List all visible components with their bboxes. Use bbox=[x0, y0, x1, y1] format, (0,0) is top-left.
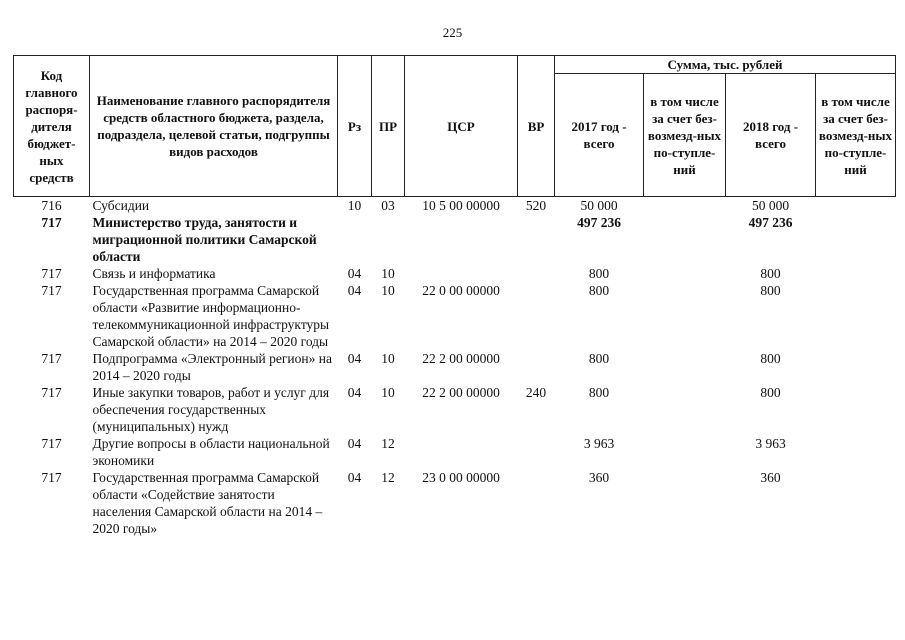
cell-2017-total: 800 bbox=[588, 283, 610, 298]
cell-pr: 10 bbox=[381, 283, 395, 298]
cell-2017-free bbox=[644, 350, 726, 384]
cell-vr bbox=[518, 435, 555, 469]
cell-name: Министерство труда, занятости и миграционной политики Самарской области bbox=[92, 215, 317, 264]
cell-2017-total: 3 963 bbox=[583, 436, 615, 451]
cell-csr bbox=[405, 265, 518, 282]
cell-2018-free bbox=[816, 282, 896, 350]
cell-2017-free bbox=[644, 435, 726, 469]
table-row bbox=[14, 197, 896, 215]
cell-name: Государственная программа Самарской области «Содействие занятости населения Самарской области на 2014 – 2020 годы» bbox=[92, 470, 323, 536]
cell-code: 717 bbox=[41, 385, 62, 400]
cell-vr bbox=[518, 265, 555, 282]
cell-csr: 22 0 00 00000 bbox=[422, 283, 500, 298]
page-number: 225 bbox=[442, 25, 463, 40]
header-2017-free: в том числе за счет без-возмезд-ных по-ступле-ний bbox=[644, 74, 726, 197]
cell-2018-free bbox=[816, 469, 896, 537]
cell-rz bbox=[338, 214, 372, 265]
header-rz: Рз bbox=[338, 56, 372, 197]
cell-code: 717 bbox=[41, 266, 62, 281]
cell-name: Государственная программа Самарской области «Развитие информационно-телекоммуникационной инфраструктуры Самарской области» на 2014 – 2020 годы bbox=[92, 283, 330, 349]
table-row bbox=[14, 435, 896, 469]
cell-2017-total: 497 236 bbox=[577, 215, 621, 230]
cell-2018-total: 497 236 bbox=[748, 215, 793, 230]
cell-2018-total: 3 963 bbox=[755, 436, 786, 451]
cell-rz: 04 bbox=[347, 351, 362, 366]
cell-name: Подпрограмма «Электронный регион» на 2014 – 2020 годы bbox=[92, 351, 332, 383]
cell-csr: 22 2 00 00000 bbox=[422, 385, 500, 400]
cell-csr: 23 0 00 00000 bbox=[422, 470, 500, 485]
budget-table bbox=[13, 55, 896, 537]
cell-2018-free bbox=[816, 197, 896, 215]
cell-2018-free bbox=[816, 435, 896, 469]
table-row bbox=[14, 265, 896, 282]
cell-2018-free bbox=[816, 350, 896, 384]
table-row bbox=[14, 384, 896, 435]
cell-2018-free bbox=[816, 214, 896, 265]
cell-pr: 03 bbox=[381, 198, 395, 213]
header-sum-group: Сумма, тыс. рублей bbox=[555, 56, 896, 74]
cell-vr: 240 bbox=[525, 385, 547, 400]
cell-2017-total: 800 bbox=[588, 266, 610, 281]
cell-vr: 520 bbox=[525, 198, 547, 213]
table-row bbox=[14, 214, 896, 265]
cell-2017-free bbox=[644, 469, 726, 537]
cell-code: 717 bbox=[41, 215, 62, 230]
cell-2017-total: 360 bbox=[588, 470, 610, 485]
cell-2018-free bbox=[816, 265, 896, 282]
cell-rz: 10 bbox=[347, 198, 362, 213]
cell-2017-total: 50 000 bbox=[580, 198, 618, 213]
cell-code: 717 bbox=[41, 283, 62, 298]
cell-rz: 04 bbox=[347, 266, 362, 281]
header-2018-total: 2018 год - всего bbox=[726, 74, 816, 197]
cell-csr: 22 2 00 00000 bbox=[422, 351, 500, 366]
table-row bbox=[14, 350, 896, 384]
cell-2018-total: 360 bbox=[760, 470, 781, 485]
cell-rz: 04 bbox=[347, 470, 362, 485]
cell-pr bbox=[372, 214, 405, 265]
cell-2017-free bbox=[644, 214, 726, 265]
cell-2018-total: 800 bbox=[760, 266, 781, 281]
cell-2017-free bbox=[644, 265, 726, 282]
cell-2018-free bbox=[816, 384, 896, 435]
cell-code: 717 bbox=[41, 470, 62, 485]
cell-2017-free bbox=[644, 197, 726, 215]
cell-name: Другие вопросы в области национальной экономики bbox=[92, 436, 330, 468]
cell-pr: 12 bbox=[381, 470, 395, 485]
cell-2018-total: 800 bbox=[760, 283, 781, 298]
cell-code: 717 bbox=[41, 436, 62, 451]
cell-vr bbox=[518, 350, 555, 384]
header-pr: ПР bbox=[372, 56, 405, 197]
cell-name: Иные закупки товаров, работ и услуг для обеспечения государственных (муниципальных) нужд bbox=[92, 385, 330, 434]
cell-vr bbox=[518, 469, 555, 537]
cell-code: 717 bbox=[41, 351, 62, 366]
cell-rz: 04 bbox=[347, 436, 362, 451]
header-2018-free: в том числе за счет без-возмезд-ных по-ступле-ний bbox=[816, 74, 896, 197]
cell-csr: 10 5 00 00000 bbox=[422, 198, 500, 213]
table-row bbox=[14, 469, 896, 537]
cell-rz: 04 bbox=[347, 283, 362, 298]
cell-pr: 12 bbox=[381, 436, 395, 451]
cell-csr bbox=[405, 435, 518, 469]
cell-name: Связь и информатика bbox=[92, 266, 216, 281]
cell-code: 716 bbox=[41, 198, 62, 213]
cell-pr: 10 bbox=[381, 351, 395, 366]
header-2017-total: 2017 год - всего bbox=[555, 74, 644, 197]
cell-2017-total: 800 bbox=[588, 351, 610, 366]
cell-pr: 10 bbox=[381, 266, 395, 281]
table-row bbox=[14, 282, 896, 350]
cell-csr bbox=[405, 214, 518, 265]
cell-rz: 04 bbox=[347, 385, 362, 400]
cell-2018-total: 800 bbox=[760, 351, 781, 366]
header-vr: ВР bbox=[518, 56, 555, 197]
cell-pr: 10 bbox=[381, 385, 395, 400]
cell-name: Субсидии bbox=[92, 198, 150, 213]
cell-2018-total: 50 000 bbox=[751, 198, 790, 213]
cell-2017-free bbox=[644, 384, 726, 435]
cell-vr bbox=[518, 282, 555, 350]
cell-2018-total: 800 bbox=[760, 385, 781, 400]
cell-2017-total: 800 bbox=[588, 385, 610, 400]
header-name: Наименование главного распорядителя средств областного бюджета, раздела, подраздела, целевой статьи, подгруппы видов расходов bbox=[90, 56, 338, 197]
header-csr: ЦСР bbox=[405, 56, 518, 197]
cell-2017-free bbox=[644, 282, 726, 350]
header-code: Код главного распоря-дителя бюджет-ных средств bbox=[14, 56, 90, 197]
cell-vr bbox=[518, 214, 555, 265]
